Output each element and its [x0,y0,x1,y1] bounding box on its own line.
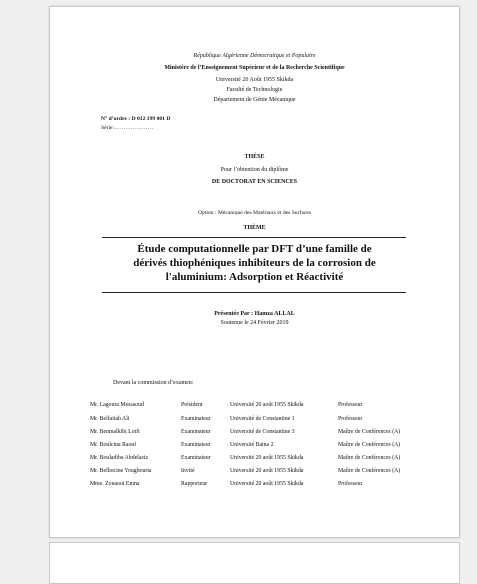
member-role: Président [181,402,203,408]
faculty-line: Faculté de Technologie [226,87,283,93]
member-role: Examinateur [181,442,211,448]
member-affiliation: Université 20 août 1955 Skikda [230,402,304,408]
title-line-3: l'aluminium: Adsorption et Réactivité [165,270,344,283]
department-line: Département de Génie Mécanique [213,97,296,103]
member-rank: Professeur [338,402,363,408]
member-rank: Maître de Conférences (A) [338,429,401,435]
series-line: Série:………………… [101,125,154,131]
member-name: Mr. Belhocine Youghourta [90,468,152,474]
member-affiliation: Université 20 août 1955 Skikda [230,455,304,461]
member-affiliation: Université de Constantine 1 [230,416,295,422]
member-role: Examinateur [181,429,211,435]
member-rank: Maître de Conférences (A) [338,442,401,448]
member-role: Rapporteur [181,481,208,487]
member-role: Examinateur [181,416,211,422]
member-role: Examinateur [181,455,211,461]
member-name: Mr. Bouladiba Abdelaziz [90,455,149,461]
member-name: Mr. Belfaitah Ali [90,416,130,422]
theme-label: THÈME [243,225,266,231]
member-rank: Professeur [338,481,363,487]
title-line-2: dérivés thiophéniques inhibiteurs de la corrosion de [133,256,376,269]
member-affiliation: Université de Constantine 3 [230,429,295,435]
member-name: Mr. Benmalkibi Lotfi [90,429,140,435]
document-page [49,6,460,538]
title-line-1: Étude computationnelle par DFT d’une famille de [137,243,372,255]
member-rank: Maître de Conférences (A) [338,468,401,474]
order-number: N° d’ordre : D 012 199 001 D [101,116,171,122]
member-rank: Maître de Conférences (A) [338,455,401,461]
member-affiliation: Université 20 août 1955 Skikda [230,468,304,474]
university-line: Université 20 Août 1955 Skikda [215,77,294,83]
title-top-rule [102,237,406,238]
member-name: Mr. Boulcina Raouf [90,442,137,448]
thesis-option: Option : Mécanique des Matériaux et des Surfaces [198,210,311,216]
member-affiliation: Université Batna 2 [230,442,274,448]
thesis-for: Pour l’obtention du diplôme [220,167,289,173]
presented-by: Présentée Par : Hamza ALLAL [214,311,295,317]
defense-date: Soutenue le 24 Février 2019 [220,320,289,326]
member-name: Mr. Lagoura Messaoud [90,402,144,408]
member-role: Invité [181,468,195,474]
thesis-degree: DE DOCTORAT EN SCIENCES [211,179,298,185]
ministry-line: Ministère de l’Enseignement Supérieur et de la Recherche Scientifique [164,65,345,71]
member-name: Mme. Zouaoui Emna [90,481,140,487]
member-affiliation: Université 20 août 1955 Skikda [230,481,304,487]
title-bottom-rule [102,292,406,293]
thesis-kind: THÈSE [244,154,265,160]
thesis-title [102,243,407,284]
republic-line: République Algérienne Démocratique et Populaire [193,53,316,59]
committee-intro: Devant la commission d’examen: [113,380,194,386]
member-rank: Professeur [338,416,363,422]
next-page [49,542,460,584]
